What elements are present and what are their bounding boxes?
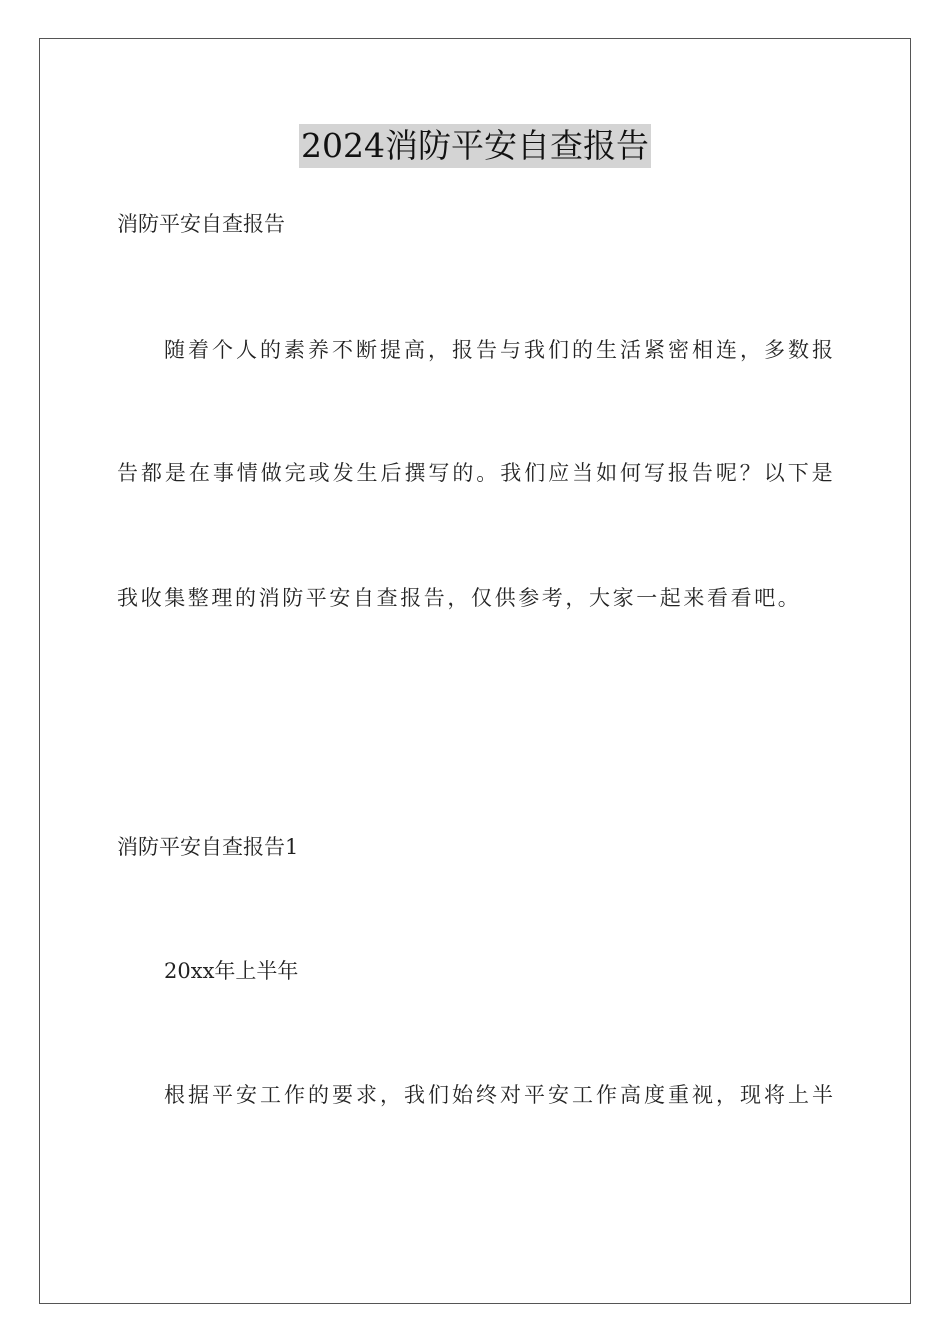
glyph: 何 xyxy=(620,461,642,485)
glyph: 生 xyxy=(596,338,617,362)
glyph: 连 xyxy=(716,338,737,362)
glyph: 的 xyxy=(572,338,593,362)
glyph: 我 xyxy=(500,461,522,485)
glyph: 作 xyxy=(284,1083,305,1107)
glyph: 生 xyxy=(356,461,378,485)
glyph: 提 xyxy=(380,338,401,362)
glyph: 报 xyxy=(667,461,689,485)
glyph: 报 xyxy=(452,338,473,362)
glyph: 度 xyxy=(644,1083,665,1107)
glyph: 视 xyxy=(692,1083,713,1107)
glyph: 以 xyxy=(763,461,785,485)
glyph: 。 xyxy=(476,461,498,485)
glyph: 终 xyxy=(476,1083,497,1107)
glyph: 如 xyxy=(596,461,618,485)
glyph: 上 xyxy=(788,1083,809,1107)
glyph: 告 xyxy=(691,461,713,485)
glyph: 写 xyxy=(643,461,665,485)
intro-line-3: 我收集整理的消防平安自查报告，仅供参考，大家一起来看看吧。 xyxy=(117,586,802,610)
glyph: 作 xyxy=(596,1083,617,1107)
glyph: 要 xyxy=(332,1083,353,1107)
title-container xyxy=(0,124,950,168)
glyph: 们 xyxy=(524,461,546,485)
glyph: 随 xyxy=(164,338,185,362)
glyph: 活 xyxy=(620,338,641,362)
glyph: 多 xyxy=(764,338,785,362)
glyph: 写 xyxy=(428,461,450,485)
document-subtitle: 消防平安自查报告 xyxy=(117,212,285,236)
glyph: 安 xyxy=(236,1083,257,1107)
glyph: 的 xyxy=(452,461,474,485)
glyph: 下 xyxy=(787,461,809,485)
glyph: 都 xyxy=(140,461,162,485)
glyph: 应 xyxy=(548,461,570,485)
glyph: 与 xyxy=(500,338,521,362)
glyph: 发 xyxy=(332,461,354,485)
section-heading: 消防平安自查报告1 xyxy=(117,835,299,859)
intro-line-1 xyxy=(117,336,833,364)
intro-line-2 xyxy=(117,459,833,487)
glyph: 半 xyxy=(812,1083,833,1107)
glyph: 后 xyxy=(380,461,402,485)
glyph: 在 xyxy=(188,461,210,485)
glyph: 当 xyxy=(572,461,594,485)
glyph: 完 xyxy=(284,461,306,485)
glyph: 据 xyxy=(188,1083,209,1107)
glyph: ， xyxy=(380,1083,401,1107)
section-date: 20xx年上半年 xyxy=(164,959,299,983)
glyph: 呢 xyxy=(715,461,737,485)
document-title: 2024消防平安自查报告 xyxy=(299,124,651,168)
glyph: ， xyxy=(740,338,761,362)
glyph: 高 xyxy=(620,1083,641,1107)
glyph: 相 xyxy=(692,338,713,362)
glyph: 报 xyxy=(812,338,833,362)
glyph: ， xyxy=(428,338,449,362)
glyph: 的 xyxy=(308,1083,329,1107)
glyph: 着 xyxy=(188,338,209,362)
glyph: 素 xyxy=(284,338,305,362)
glyph: 养 xyxy=(308,338,329,362)
glyph: 是 xyxy=(164,461,186,485)
glyph: 告 xyxy=(476,338,497,362)
section-body-line xyxy=(117,1081,833,1109)
glyph: 工 xyxy=(572,1083,593,1107)
glyph: 是 xyxy=(811,461,833,485)
glyph: 断 xyxy=(356,338,377,362)
glyph: 人 xyxy=(236,338,257,362)
glyph: 不 xyxy=(332,338,353,362)
glyph: 我 xyxy=(524,338,545,362)
glyph: 对 xyxy=(500,1083,521,1107)
glyph: ， xyxy=(716,1083,737,1107)
glyph: 或 xyxy=(308,461,330,485)
glyph: 我 xyxy=(404,1083,425,1107)
glyph: 们 xyxy=(548,338,569,362)
glyph: 现 xyxy=(740,1083,761,1107)
glyph: 密 xyxy=(668,338,689,362)
glyph: 做 xyxy=(260,461,282,485)
glyph: 将 xyxy=(764,1083,785,1107)
glyph: 重 xyxy=(668,1083,689,1107)
glyph: 告 xyxy=(117,461,138,485)
glyph: 安 xyxy=(548,1083,569,1107)
glyph: 平 xyxy=(212,1083,233,1107)
glyph: 高 xyxy=(404,338,425,362)
glyph: 根 xyxy=(164,1083,185,1107)
glyph: 事 xyxy=(212,461,234,485)
glyph: 撰 xyxy=(404,461,426,485)
glyph: 始 xyxy=(452,1083,473,1107)
glyph: 们 xyxy=(428,1083,449,1107)
glyph: 个 xyxy=(212,338,233,362)
glyph: 紧 xyxy=(644,338,665,362)
glyph: 的 xyxy=(260,338,281,362)
glyph: 数 xyxy=(788,338,809,362)
glyph: 工 xyxy=(260,1083,281,1107)
glyph: ？ xyxy=(739,461,761,485)
glyph: 求 xyxy=(356,1083,377,1107)
glyph: 平 xyxy=(524,1083,545,1107)
glyph: 情 xyxy=(236,461,258,485)
